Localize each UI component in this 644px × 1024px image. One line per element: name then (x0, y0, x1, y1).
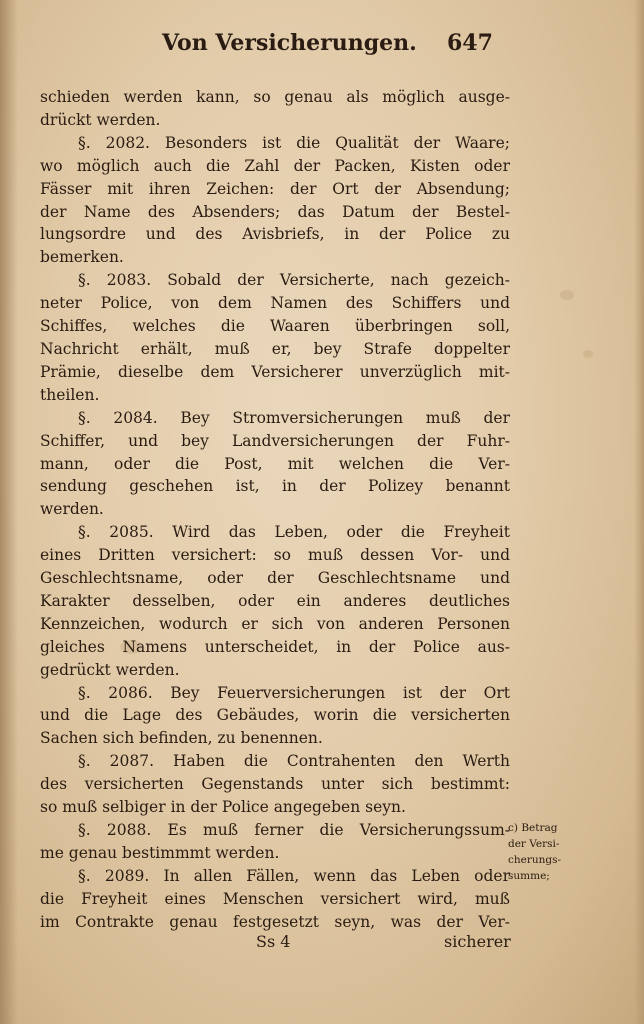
text-line: Fässer mit ihren Zeichen: der Ort der Absendung; (40, 179, 510, 198)
page-edge-shadow-right (634, 0, 644, 1024)
text-line: bemerken. (40, 248, 124, 267)
text-line: Sachen sich befinden, zu benennen. (40, 729, 323, 748)
margin-note-line: cherungs- (508, 854, 562, 866)
text-line: §. 2087. Haben die Contrahenten den Werth (78, 752, 510, 771)
text-line: gleiches Namens unterscheidet, in der Police aus- (40, 637, 510, 656)
margin-note-line: der Versi- (508, 838, 560, 850)
text-line: §. 2085. Wird das Leben, oder die Freyheit (78, 523, 510, 542)
margin-note (508, 820, 588, 884)
margin-note-line: summe; (508, 870, 550, 882)
text-line: werden. (40, 500, 104, 519)
paper-stain (560, 290, 574, 300)
text-line: Karakter desselben, oder ein anderes deutliches (40, 591, 510, 610)
page-footer (0, 932, 644, 962)
text-line: Kennzeichen, wodurch er sich von anderen Personen (40, 614, 510, 633)
text-line: §. 2082. Besonders ist die Qualität der Waare; (78, 133, 510, 152)
text-line: Schiffer, und bey Landversicherungen der Fuhr- (40, 431, 510, 450)
signature-mark: Ss 4 (256, 932, 291, 951)
text-line: §. 2086. Bey Feuerversicherungen ist der Ort (78, 683, 510, 702)
page-number: 647 (447, 30, 493, 56)
text-line: im Contrakte genau festgesetzt seyn, was der Ver- (40, 912, 510, 931)
body-text (40, 86, 510, 934)
text-line: sendung geschehen ist, in der Polizey benannt (40, 477, 510, 496)
text-line: und die Lage des Gebäudes, worin die versicherten (40, 706, 510, 725)
text-line: so muß selbiger in der Police angegeben seyn. (40, 798, 406, 817)
text-line: lungsordre und des Avisbriefs, in der Police zu (40, 225, 510, 244)
text-line: §. 2084. Bey Stromversicherungen muß der (78, 408, 510, 427)
text-line: gedrückt werden. (40, 660, 180, 679)
text-line: schieden werden kann, so genau als möglich ausge- (40, 88, 510, 106)
page-edge-shadow-left (0, 0, 18, 1024)
text-line: drückt werden. (40, 110, 161, 129)
text-line: eines Dritten versichert: so muß dessen Vor- und (40, 546, 510, 565)
running-title: Von Versicherungen. (162, 30, 417, 56)
text-line: der Name des Absenders; das Datum der Bestel- (40, 202, 510, 221)
text-line: neter Police, von dem Namen des Schiffers und (40, 294, 510, 313)
text-line: Nachricht erhält, muß er, bey Strafe doppelter (40, 339, 510, 358)
paper-stain (583, 350, 593, 358)
catchword: sicherer (444, 932, 511, 951)
page-header (0, 30, 644, 70)
text-line: wo möglich auch die Zahl der Packen, Kisten oder (40, 156, 510, 175)
text-line: des versicherten Gegenstands unter sich bestimmt: (40, 775, 510, 794)
text-line: mann, oder die Post, mit welchen die Ver- (40, 454, 510, 473)
text-line: me genau bestimmmt werden. (40, 843, 280, 862)
text-line: Geschlechtsname, oder der Geschlechtsname und (40, 569, 510, 588)
text-line: §. 2088. Es muß ferner die Versicherungssum- (78, 821, 510, 839)
text-line: §. 2089. In allen Fällen, wenn das Leben oder (78, 866, 510, 885)
text-line: Schiffes, welches die Waaren überbringen soll, (40, 317, 510, 336)
text-line: die Freyheit eines Menschen versichert wird, muß (40, 889, 510, 908)
margin-note-line: c) Betrag (508, 822, 558, 834)
text-line: §. 2083. Sobald der Versicherte, nach gezeich- (78, 271, 510, 290)
text-line: theilen. (40, 385, 100, 404)
text-line: Prämie, dieselbe dem Versicherer unverzüglich mit- (40, 362, 510, 381)
